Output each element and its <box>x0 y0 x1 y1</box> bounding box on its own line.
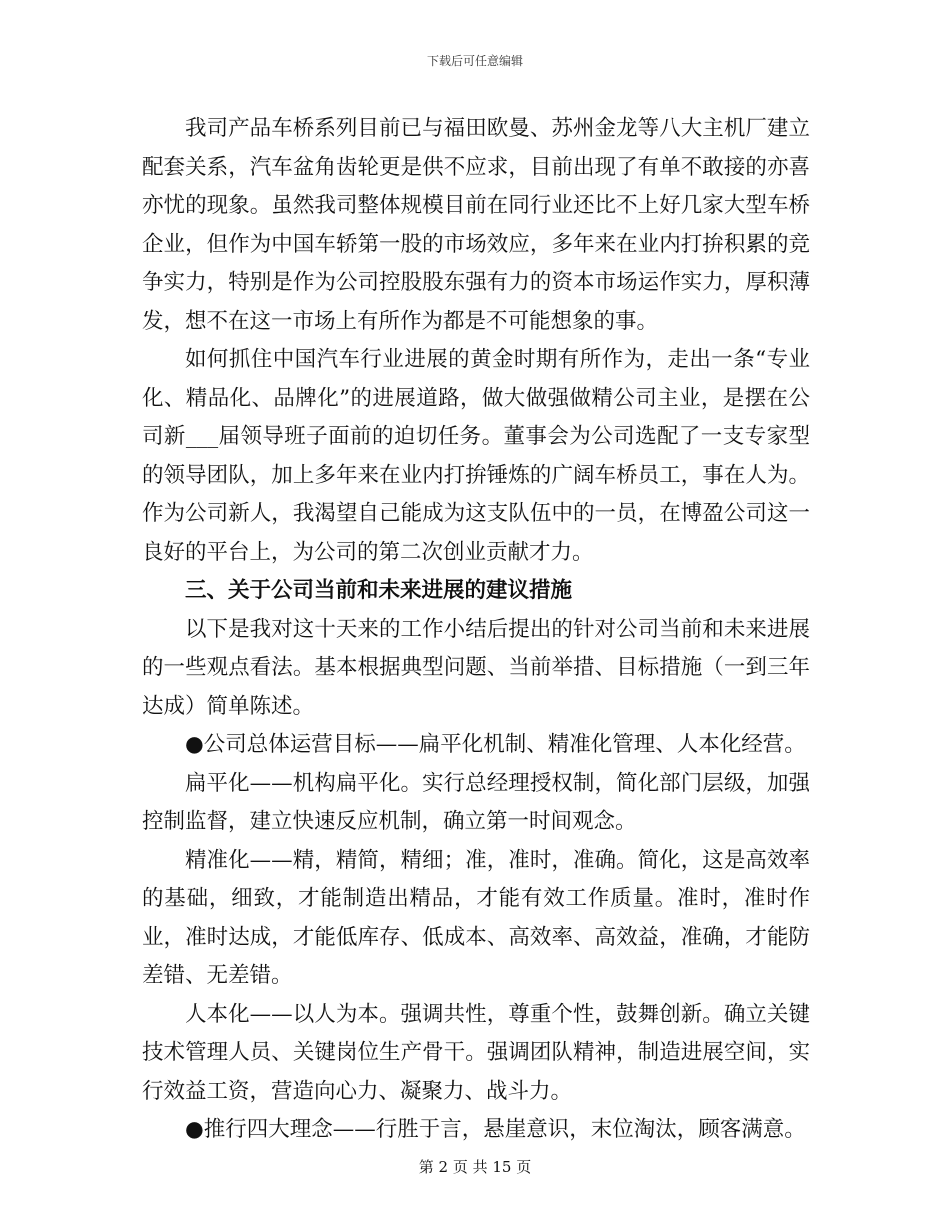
page-footer: 第 2 页 共 15 页 <box>418 1158 532 1176</box>
section-heading: 三、关于公司当前和未来进展的建议措施 <box>185 578 573 603</box>
paragraph: 我司产品车桥系列目前已与福田欧曼、苏州金龙等八大主机厂建立配套关系，汽车盆角齿轮更是供不应求，目前出现了有单不敢接的亦喜亦忧的现象。虽然我司整体规模目前在同行业还比不上好几家大型车桥企业，但作为中国车轿第一股的市场效应，多年来在业内打拚积累的竞争实力，特别是作为公司控股股东强有力的资本市场运作实力，厚积薄发，想不在这一市场上有所作为都是不可能想象的事。 <box>142 116 810 334</box>
paragraph: 扁平化——机构扁平化。实行总经理授权制，简化部门层级，加强控制监督，建立快速反应机制，确立第一时间观念。 <box>142 770 810 834</box>
bullet-paragraph: ●推行四大理念——行胜于言，悬崖意识，末位淘汰，顾客满意。 <box>185 1117 806 1142</box>
bullet-paragraph: ●公司总体运营目标——扁平化机制、精准化管理、人本化经营。 <box>185 732 806 757</box>
paragraph: 人本化——以人为本。强调共性，尊重个性，鼓舞创新。确立关键技术管理人员、关键岗位生产骨干。强调团队精神，制造进展空间，实行效益工资，营造向心力、凝聚力、战斗力。 <box>142 1001 810 1104</box>
paragraph: 如何抓住中国汽车行业进展的黄金时期有所作为，走出一条“专业化、精品化、品牌化”的进展道路，做大做强做精公司主业，是摆在公司新___届领导班子面前的迫切任务。董事会为公司选配了一支专家型的领导团队，加上多年来在业内打拚锤炼的广阔车桥员工，事在人为。作为公司新人，我渴望自己能成为这支队伍中的一员，在博盈公司这一良好的平台上，为公司的第二次创业贡献才力。 <box>142 347 810 565</box>
paragraph: 精准化——精，精简，精细；准，准时，准确。简化，这是高效率的基础，细致，才能制造出精品，才能有效工作质量。准时，准时作业，准时达成，才能低库存、低成本、高效率、高效益，准确，才能防差错、无差错。 <box>142 847 810 988</box>
document-body <box>142 110 810 1150</box>
page-header: 下载后可任意编辑 <box>426 54 523 68</box>
paragraph: 以下是我对这十天来的工作小结后提出的针对公司当前和未来进展的一些观点看法。基本根据典型问题、当前举措、目标措施（一到三年达成）简单陈述。 <box>142 616 810 719</box>
